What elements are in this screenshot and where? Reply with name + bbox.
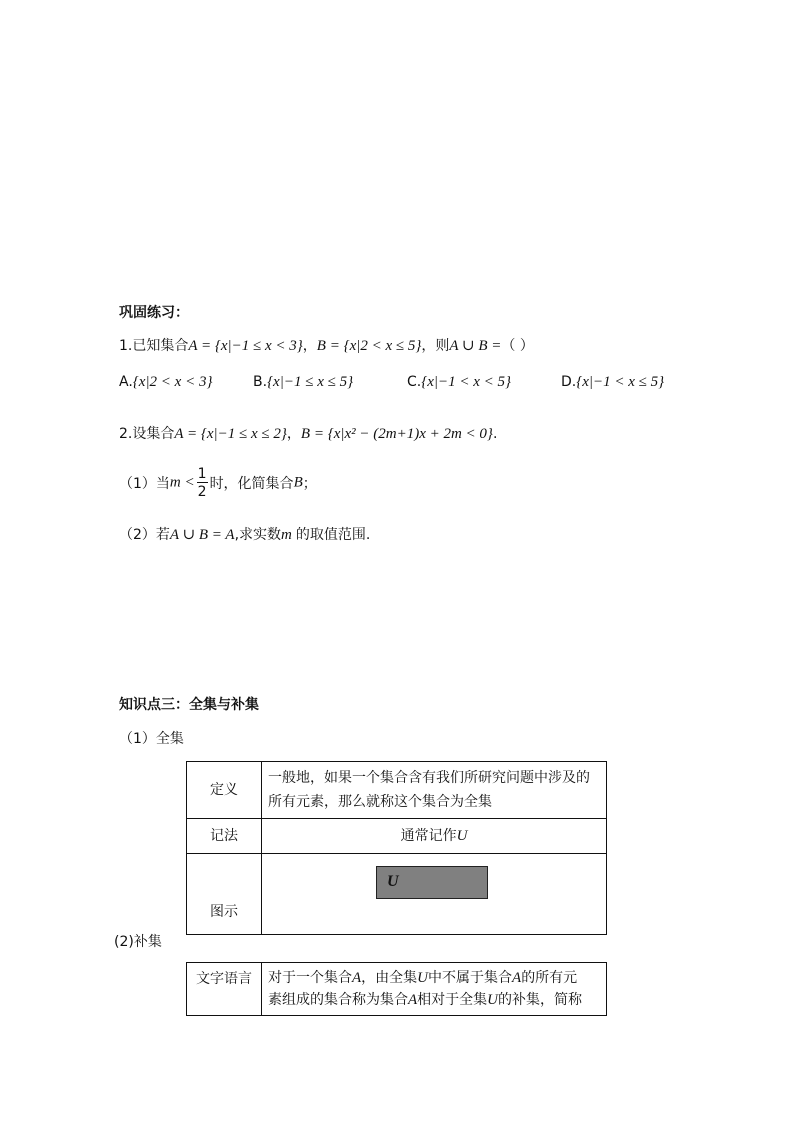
q2-sub1-rest: 时，化简集合 (209, 476, 294, 492)
option-c[interactable] (407, 374, 511, 391)
question-1 (119, 335, 534, 355)
venn-label: U (387, 873, 399, 890)
table-row (187, 819, 607, 854)
table-row (187, 762, 607, 819)
row-content-text-language (262, 963, 607, 1016)
q2-sub2-end: 的取值范围. (295, 527, 371, 543)
complement-line-2 (268, 989, 600, 1011)
math-var: A (512, 970, 522, 986)
q2-set-b: B = {x|x² − (2m+1)x + 2m < 0} (300, 426, 493, 442)
option-b-label: B. (253, 374, 268, 390)
option-d[interactable] (561, 374, 664, 391)
q1-then: ，则 (421, 338, 450, 354)
q2-sub2-num: （2）若 (119, 527, 170, 543)
fraction-numerator: 1 (197, 466, 207, 482)
option-d-label: D. (561, 374, 577, 390)
q2-end: . (492, 426, 498, 442)
complement-line-1 (268, 967, 600, 989)
q2-sub2-var: m (281, 527, 292, 543)
q1-expr: A ∪ B = (449, 338, 502, 354)
row-label-definition: 定义 (187, 762, 262, 819)
option-b-text: {x|−1 ≤ x ≤ 5} (267, 374, 354, 390)
row-label-notation: 记法 (187, 819, 262, 854)
q2-sub1-var: m < (169, 474, 195, 491)
section-universal-set: （1）全集 (119, 731, 184, 747)
q2-sub-2 (119, 524, 370, 544)
q2-sub-1 (119, 467, 317, 499)
text-fragment: 相对于全集 (417, 992, 488, 1008)
row-content-definition: 一般地，如果一个集合含有我们所研究问题中涉及的所有元素，那么就称这个集合为全集 (262, 762, 607, 819)
q2-sub1-end: ； (302, 476, 317, 492)
option-c-text: {x|−1 < x < 5} (421, 374, 512, 390)
row-content-notation (262, 819, 607, 854)
notation-var: U (456, 828, 468, 844)
q2-sub2-rest: ,求实数 (234, 527, 282, 543)
q2-sub1-set: B (293, 474, 303, 491)
math-var: U (487, 992, 499, 1008)
row-label-diagram: 图示 (187, 854, 262, 935)
text-fragment: ，由全集 (361, 970, 418, 986)
q1-prefix: 1.已知集合 (119, 338, 189, 354)
notation-prefix: 通常记作 (400, 828, 457, 844)
q1-set-b: B = {x|2 < x ≤ 5} (316, 338, 422, 354)
venn-diagram (376, 866, 488, 899)
option-d-text: {x|−1 < x ≤ 5} (576, 374, 665, 390)
knowledge-heading: 知识点三：全集与补集 (119, 697, 259, 713)
text-fragment: 的补集，简称 (498, 992, 583, 1008)
text-fragment: 对于一个集合 (268, 970, 352, 986)
q2-sub1-num: （1）当 (119, 476, 170, 492)
text-fragment: 中不属于集合 (428, 970, 513, 986)
q2-sep: ， (286, 426, 301, 442)
q1-set-a: A = {x|−1 ≤ x < 3} (188, 338, 303, 354)
text-fragment: 的所有元 (521, 970, 578, 986)
universal-set-table (186, 761, 607, 935)
option-c-label: C. (407, 374, 422, 390)
math-var: U (417, 970, 429, 986)
section-complement: (2)补集 (114, 934, 162, 950)
math-var: A (352, 970, 362, 986)
q2-sub1-fraction (197, 467, 208, 499)
text-fragment: 素组成的集合称为集合 (268, 992, 408, 1008)
table-row (187, 963, 607, 1016)
q1-paren: （ ） (501, 338, 534, 354)
option-a-text: {x|2 < x < 3} (132, 374, 213, 390)
question-2 (119, 423, 497, 443)
q2-prefix: 2.设集合 (119, 426, 175, 442)
q2-set-a: A = {x|−1 ≤ x ≤ 2} (174, 426, 287, 442)
option-b[interactable] (253, 374, 353, 391)
practice-heading: 巩固练习： (119, 305, 189, 321)
option-a-label: A. (119, 374, 133, 390)
complement-table (186, 962, 607, 1016)
q1-sep: ， (302, 338, 317, 354)
q2-sub2-expr: A ∪ B = A (169, 527, 235, 543)
math-var: A (408, 992, 418, 1008)
option-a[interactable] (119, 374, 212, 391)
row-label-text-language: 文字语言 (187, 963, 262, 1016)
fraction-denominator: 2 (197, 484, 207, 500)
